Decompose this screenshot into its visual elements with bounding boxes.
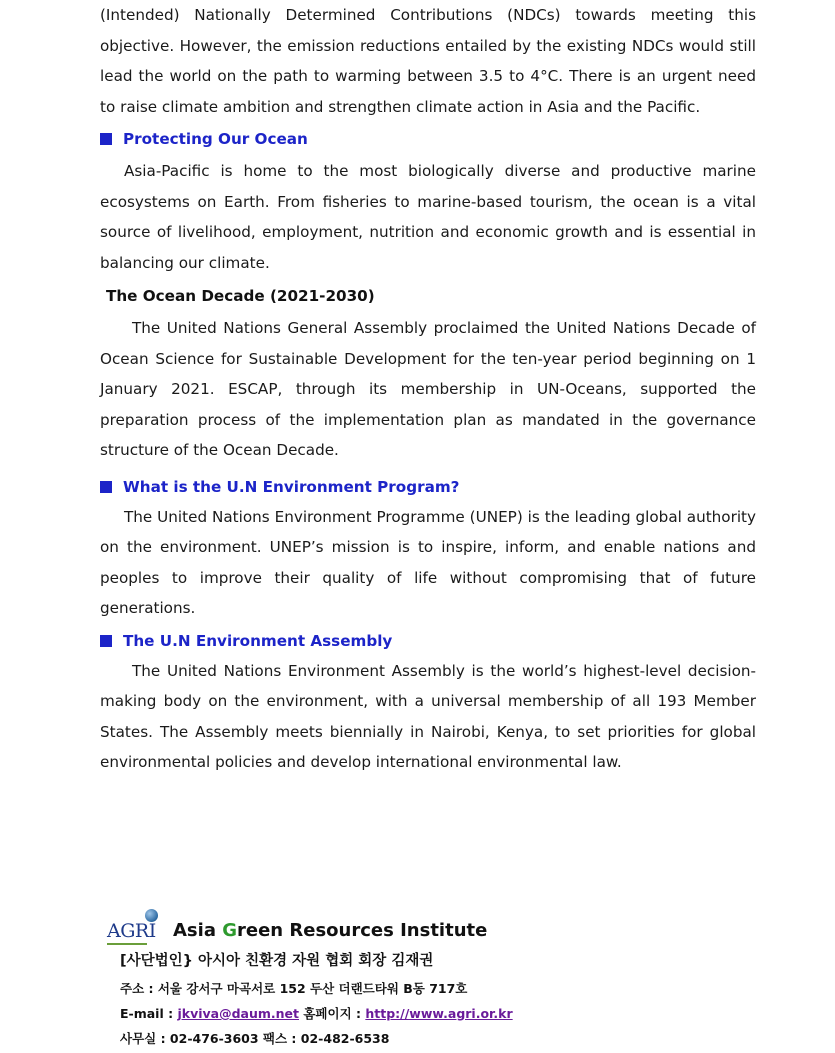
phone-line: 사무실 : 02-476-3603 팩스 : 02-482-6538 xyxy=(120,1031,390,1046)
logo-underline xyxy=(107,943,147,945)
document-body xyxy=(100,0,756,778)
ocean-decade-paragraph: The United Nations General Assembly proclaimed the United Nations Decade of Ocean Science for Sustainable Development for the ten-year period beginning on 1 January 2021. ESCAP, through its membership in UN-Oceans, supported the preparation process of the implementation plan as mandated in the governance structure of the Ocean Decade. xyxy=(100,319,756,459)
section-heading-assembly xyxy=(100,626,756,656)
bullet-square-icon xyxy=(100,481,112,493)
org-row xyxy=(107,905,727,943)
subheading-ocean-decade: The Ocean Decade (2021-2030) xyxy=(106,287,375,305)
agri-logo xyxy=(107,909,157,943)
email-label: E-mail : xyxy=(120,1006,178,1021)
unep-paragraph: The United Nations Environment Programme (UNEP) is the leading global authority on the environment. UNEP’s mission is to inspire, inform, and enable nations and peoples to improve their quality of life without compromising that of future generations. xyxy=(100,507,756,617)
contact-line xyxy=(120,1004,727,1022)
org-name-g: G xyxy=(222,920,238,941)
address: 주소 : 서울 강서구 마곡서로 152 두산 더랜드타워 B동 717호 xyxy=(120,981,468,996)
section-heading-ocean xyxy=(100,124,756,154)
email-link[interactable]: jkviva@daum.net xyxy=(177,1006,299,1021)
logo-text: AGRI xyxy=(107,920,156,942)
org-name-prefix: Asia xyxy=(173,920,223,941)
intro-paragraph: (Intended) Nationally Determined Contributions (NDCs) towards meeting this objective. However, the emission reductions entailed by the existing NDCs would still lead the world on the path to warming between 3.5 to 4°C. There is an urgent need to raise climate ambition and strengthen climate action in Asia and the Pacific. xyxy=(100,6,756,116)
heading-text: Protecting Our Ocean xyxy=(123,130,308,148)
bullet-square-icon xyxy=(100,133,112,145)
section-heading-unep xyxy=(100,472,756,502)
org-name-rest: reen Resources Institute xyxy=(237,920,488,941)
korean-title: [사단법인} 아시아 친환경 자원 협회 회장 김재권 xyxy=(120,953,434,969)
heading-text: What is the U.N Environment Program? xyxy=(123,477,460,496)
homepage-label: 홈페이지 : xyxy=(299,1006,366,1021)
org-name xyxy=(173,919,487,943)
ocean-paragraph: Asia-Pacific is home to the most biologically diverse and productive marine ecosystems on Earth. From fisheries to marine-based tourism, the ocean is a vital source of livelihood, employment, nutrition and economic growth and is essential in balancing our climate. xyxy=(100,162,756,272)
heading-text: The U.N Environment Assembly xyxy=(123,631,393,650)
homepage-link[interactable]: http://www.agri.or.kr xyxy=(365,1006,513,1021)
bullet-square-icon xyxy=(100,635,112,647)
assembly-paragraph: The United Nations Environment Assembly is the world’s highest-level decision-making body on the environment, with a universal membership of all 193 Member States. The Assembly meets biennially in Nairobi, Kenya, to set priorities for global environmental policies and develop international environmental law. xyxy=(100,661,756,771)
letterhead-footer xyxy=(107,905,727,1047)
